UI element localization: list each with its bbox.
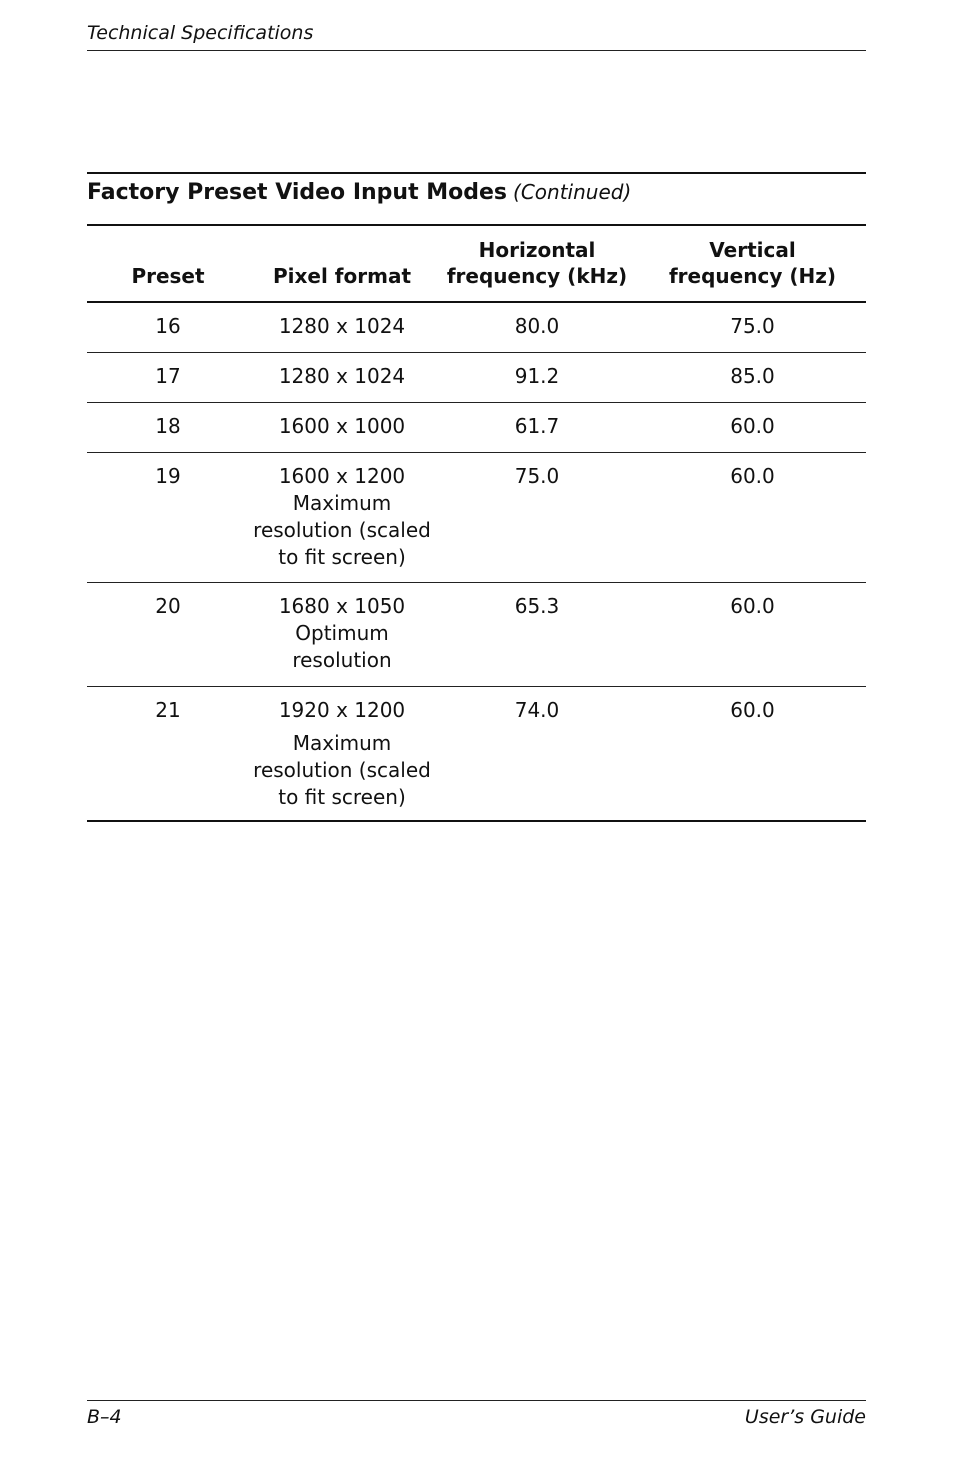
pixel-format-cell — [249, 302, 435, 352]
pixel-format-note: to fit screen) — [278, 784, 406, 809]
pixel-format-note: to fit screen) — [278, 544, 406, 569]
table-row — [87, 582, 866, 686]
pixel-format: 1920 x 1200 — [278, 697, 406, 722]
pixel-format: 1600 x 1200 — [278, 463, 406, 488]
col-header-horizontal-line2: frequency (kHz) — [446, 264, 628, 288]
vertical-freq-cell: 60.0 — [639, 402, 866, 452]
pixel-format-note: Optimum — [295, 620, 389, 645]
pixel-format-cell — [249, 686, 435, 821]
pixel-format: 1280 x 1024 — [278, 363, 406, 388]
preset-modes-table — [87, 172, 866, 822]
preset-cell: 19 — [87, 452, 249, 582]
table-row — [87, 402, 866, 452]
section-title: Technical Specifications — [87, 22, 314, 44]
pixel-format-note: Maximum — [292, 730, 392, 755]
table-caption — [87, 174, 866, 226]
guide-title: User’s Guide — [744, 1406, 866, 1428]
table-title: Factory Preset Video Input Modes — [87, 180, 508, 205]
horizontal-freq-cell: 65.3 — [435, 582, 639, 686]
pixel-format: 1280 x 1024 — [278, 314, 406, 338]
pixel-format: 1680 x 1050 — [278, 593, 406, 618]
col-header-horizontal — [435, 226, 639, 302]
pixel-format-cell — [249, 582, 435, 686]
col-header-pixel-format: Pixel format — [249, 226, 435, 302]
horizontal-freq-cell: 91.2 — [435, 352, 639, 402]
col-header-horizontal-line1: Horizontal — [478, 238, 596, 262]
preset-cell: 16 — [87, 302, 249, 352]
preset-cell: 21 — [87, 686, 249, 821]
table-row — [87, 352, 866, 402]
col-header-vertical-line1: Vertical — [709, 238, 796, 262]
pixel-format-note: resolution (scaled — [253, 757, 431, 782]
vertical-freq-cell: 75.0 — [639, 302, 866, 352]
horizontal-freq-cell: 80.0 — [435, 302, 639, 352]
pixel-format-cell — [249, 352, 435, 402]
pixel-format-note: resolution — [292, 647, 392, 672]
table-row — [87, 302, 866, 352]
col-header-vertical-line2: frequency (Hz) — [668, 264, 836, 288]
preset-cell: 18 — [87, 402, 249, 452]
preset-cell: 20 — [87, 582, 249, 686]
horizontal-freq-cell: 74.0 — [435, 686, 639, 821]
pixel-format-note: Maximum — [292, 490, 392, 515]
vertical-freq-cell: 60.0 — [639, 452, 866, 582]
running-footer — [87, 1400, 866, 1435]
horizontal-freq-cell: 75.0 — [435, 452, 639, 582]
horizontal-freq-cell: 61.7 — [435, 402, 639, 452]
data-table — [87, 226, 866, 822]
vertical-freq-cell: 60.0 — [639, 582, 866, 686]
col-header-preset: Preset — [87, 226, 249, 302]
table-row — [87, 452, 866, 582]
pixel-format-note: resolution (scaled — [253, 517, 431, 542]
page-number: B–4 — [87, 1406, 122, 1428]
pixel-format-cell — [249, 452, 435, 582]
vertical-freq-cell: 85.0 — [639, 352, 866, 402]
continued-label: (Continued) — [513, 180, 632, 204]
preset-cell: 17 — [87, 352, 249, 402]
table-row — [87, 686, 866, 821]
pixel-format: 1600 x 1000 — [278, 413, 406, 438]
header-row — [87, 226, 866, 302]
running-header — [87, 18, 866, 51]
col-header-vertical — [639, 226, 866, 302]
pixel-format-cell — [249, 402, 435, 452]
vertical-freq-cell: 60.0 — [639, 686, 866, 821]
